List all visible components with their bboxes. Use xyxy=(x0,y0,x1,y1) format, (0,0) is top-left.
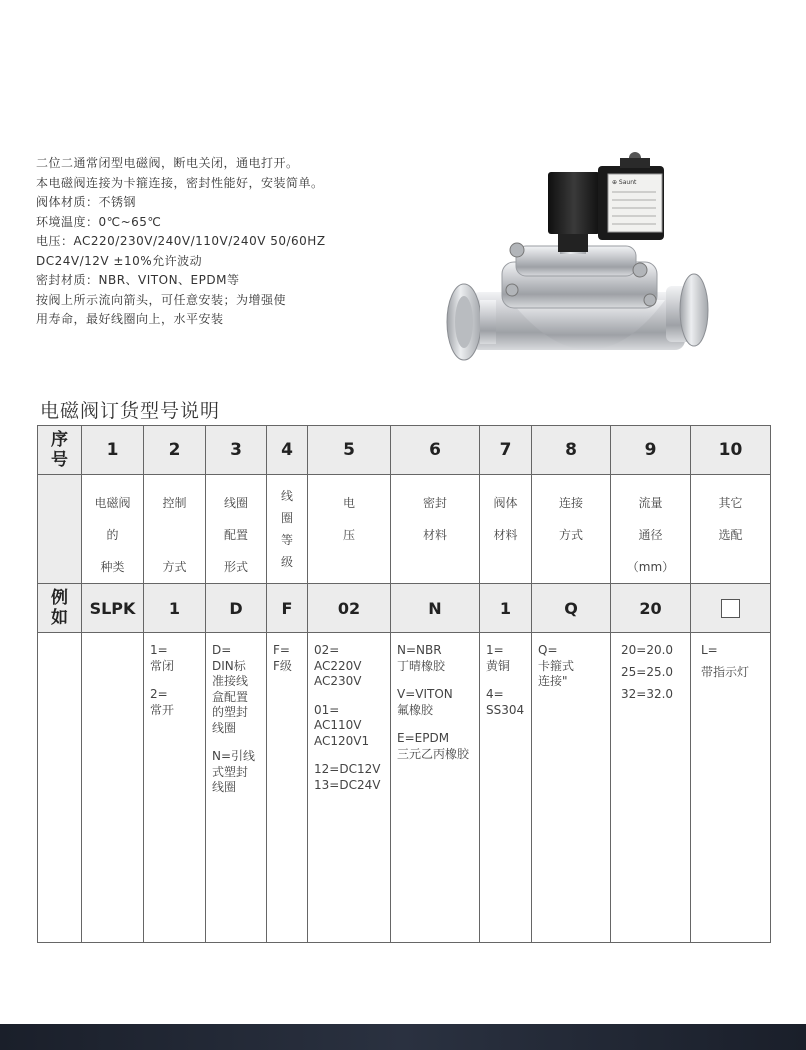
desc-line: 用寿命，最好线圈向上，水平安装 xyxy=(36,312,224,326)
example-cell: 1 xyxy=(480,584,532,633)
desc-line: 本电磁阀连接为卡箍连接，密封性能好，安装简单。 xyxy=(36,175,324,190)
example-label: 例 如 xyxy=(38,584,82,633)
description-row xyxy=(38,475,771,584)
description-label xyxy=(38,475,82,584)
desc-cell-10: 其它 选配 xyxy=(691,475,771,584)
ordering-code-title: 电磁阀订货型号说明 xyxy=(40,400,221,422)
options-cell-6: N=NBR 丁晴橡胶 V=VITON 氟橡胶 E=EPDM 三元乙丙橡胶 xyxy=(391,633,480,943)
options-cell-3: D= DIN标 准接线 盒配置 的塑封 线圈 N=引线 式塑封 线圈 xyxy=(206,633,267,943)
desc-cell-6: 密封 材料 xyxy=(391,475,480,584)
header-row xyxy=(38,426,771,475)
header-cell: 4 xyxy=(267,426,308,475)
options-label xyxy=(38,633,82,943)
options-cell-1 xyxy=(82,633,144,943)
option-checkbox[interactable] xyxy=(721,599,740,618)
example-cell: 20 xyxy=(611,584,691,633)
header-cell: 8 xyxy=(532,426,611,475)
example-cell: 1 xyxy=(144,584,206,633)
header-cell: 1 xyxy=(82,426,144,475)
product-description xyxy=(36,154,326,330)
options-cell-8: Q= 卡箍式 连接" xyxy=(532,633,611,943)
desc-cell-4: 线 圈 等 级 xyxy=(267,475,308,584)
options-row xyxy=(38,633,771,943)
header-cell: 6 xyxy=(391,426,480,475)
desc-cell-3: 线圈 配置 形式 xyxy=(206,475,267,584)
desc-line: 密封材质：NBR、VITON、EPDM等 xyxy=(36,273,240,287)
desc-line: 阀体材质：不锈钢 xyxy=(36,195,137,209)
header-cell: 5 xyxy=(308,426,391,475)
desc-line: DC24V/12V ±10%允许波动 xyxy=(36,253,203,268)
desc-cell-5: 电 压 xyxy=(308,475,391,584)
options-cell-7: 1= 黄铜 4= SS304 xyxy=(480,633,532,943)
desc-line: 按阀上所示流向箭头，可任意安装；为增强使 xyxy=(36,292,287,307)
example-cell: F xyxy=(267,584,308,633)
desc-cell-1: 电磁阀 的 种类 xyxy=(82,475,144,584)
desc-cell-2: 控制 方式 xyxy=(144,475,206,584)
desc-cell-8: 连接 方式 xyxy=(532,475,611,584)
example-cell: N xyxy=(391,584,480,633)
example-cell: SLPK xyxy=(82,584,144,633)
example-cell: D xyxy=(206,584,267,633)
example-cell: Q xyxy=(532,584,611,633)
footer-bar xyxy=(0,1024,806,1050)
header-cell: 2 xyxy=(144,426,206,475)
desc-line: 二位二通常闭型电磁阀，断电关闭，通电打开。 xyxy=(36,156,299,170)
desc-line: 环境温度：0℃~65℃ xyxy=(36,214,162,229)
example-row xyxy=(38,584,771,633)
svg-text:⊕ Saunt: ⊕ Saunt xyxy=(612,179,637,186)
options-cell-10: L= 带指示灯 xyxy=(691,633,771,943)
desc-line: 电压：AC220/230V/240V/110V/240V 50/60HZ xyxy=(36,234,326,248)
solenoid-valve-image xyxy=(440,150,720,388)
options-cell-4: F= F级 xyxy=(267,633,308,943)
desc-cell-9: 流量 通径 （mm） xyxy=(611,475,691,584)
example-cell: 02 xyxy=(308,584,391,633)
header-label: 序 号 xyxy=(38,426,82,475)
desc-cell-7: 阀体 材料 xyxy=(480,475,532,584)
header-cell: 9 xyxy=(611,426,691,475)
header-cell: 7 xyxy=(480,426,532,475)
header-cell: 3 xyxy=(206,426,267,475)
ordering-code-table xyxy=(37,425,771,943)
example-cell-empty xyxy=(691,584,771,633)
options-cell-5: 02= AC220V AC230V 01= AC110V AC120V1 12=DC12V 13=DC24V xyxy=(308,633,391,943)
options-cell-9: 20=20.0 25=25.0 32=32.0 xyxy=(611,633,691,943)
header-cell: 10 xyxy=(691,426,771,475)
options-cell-2: 1= 常闭 2= 常开 xyxy=(144,633,206,943)
